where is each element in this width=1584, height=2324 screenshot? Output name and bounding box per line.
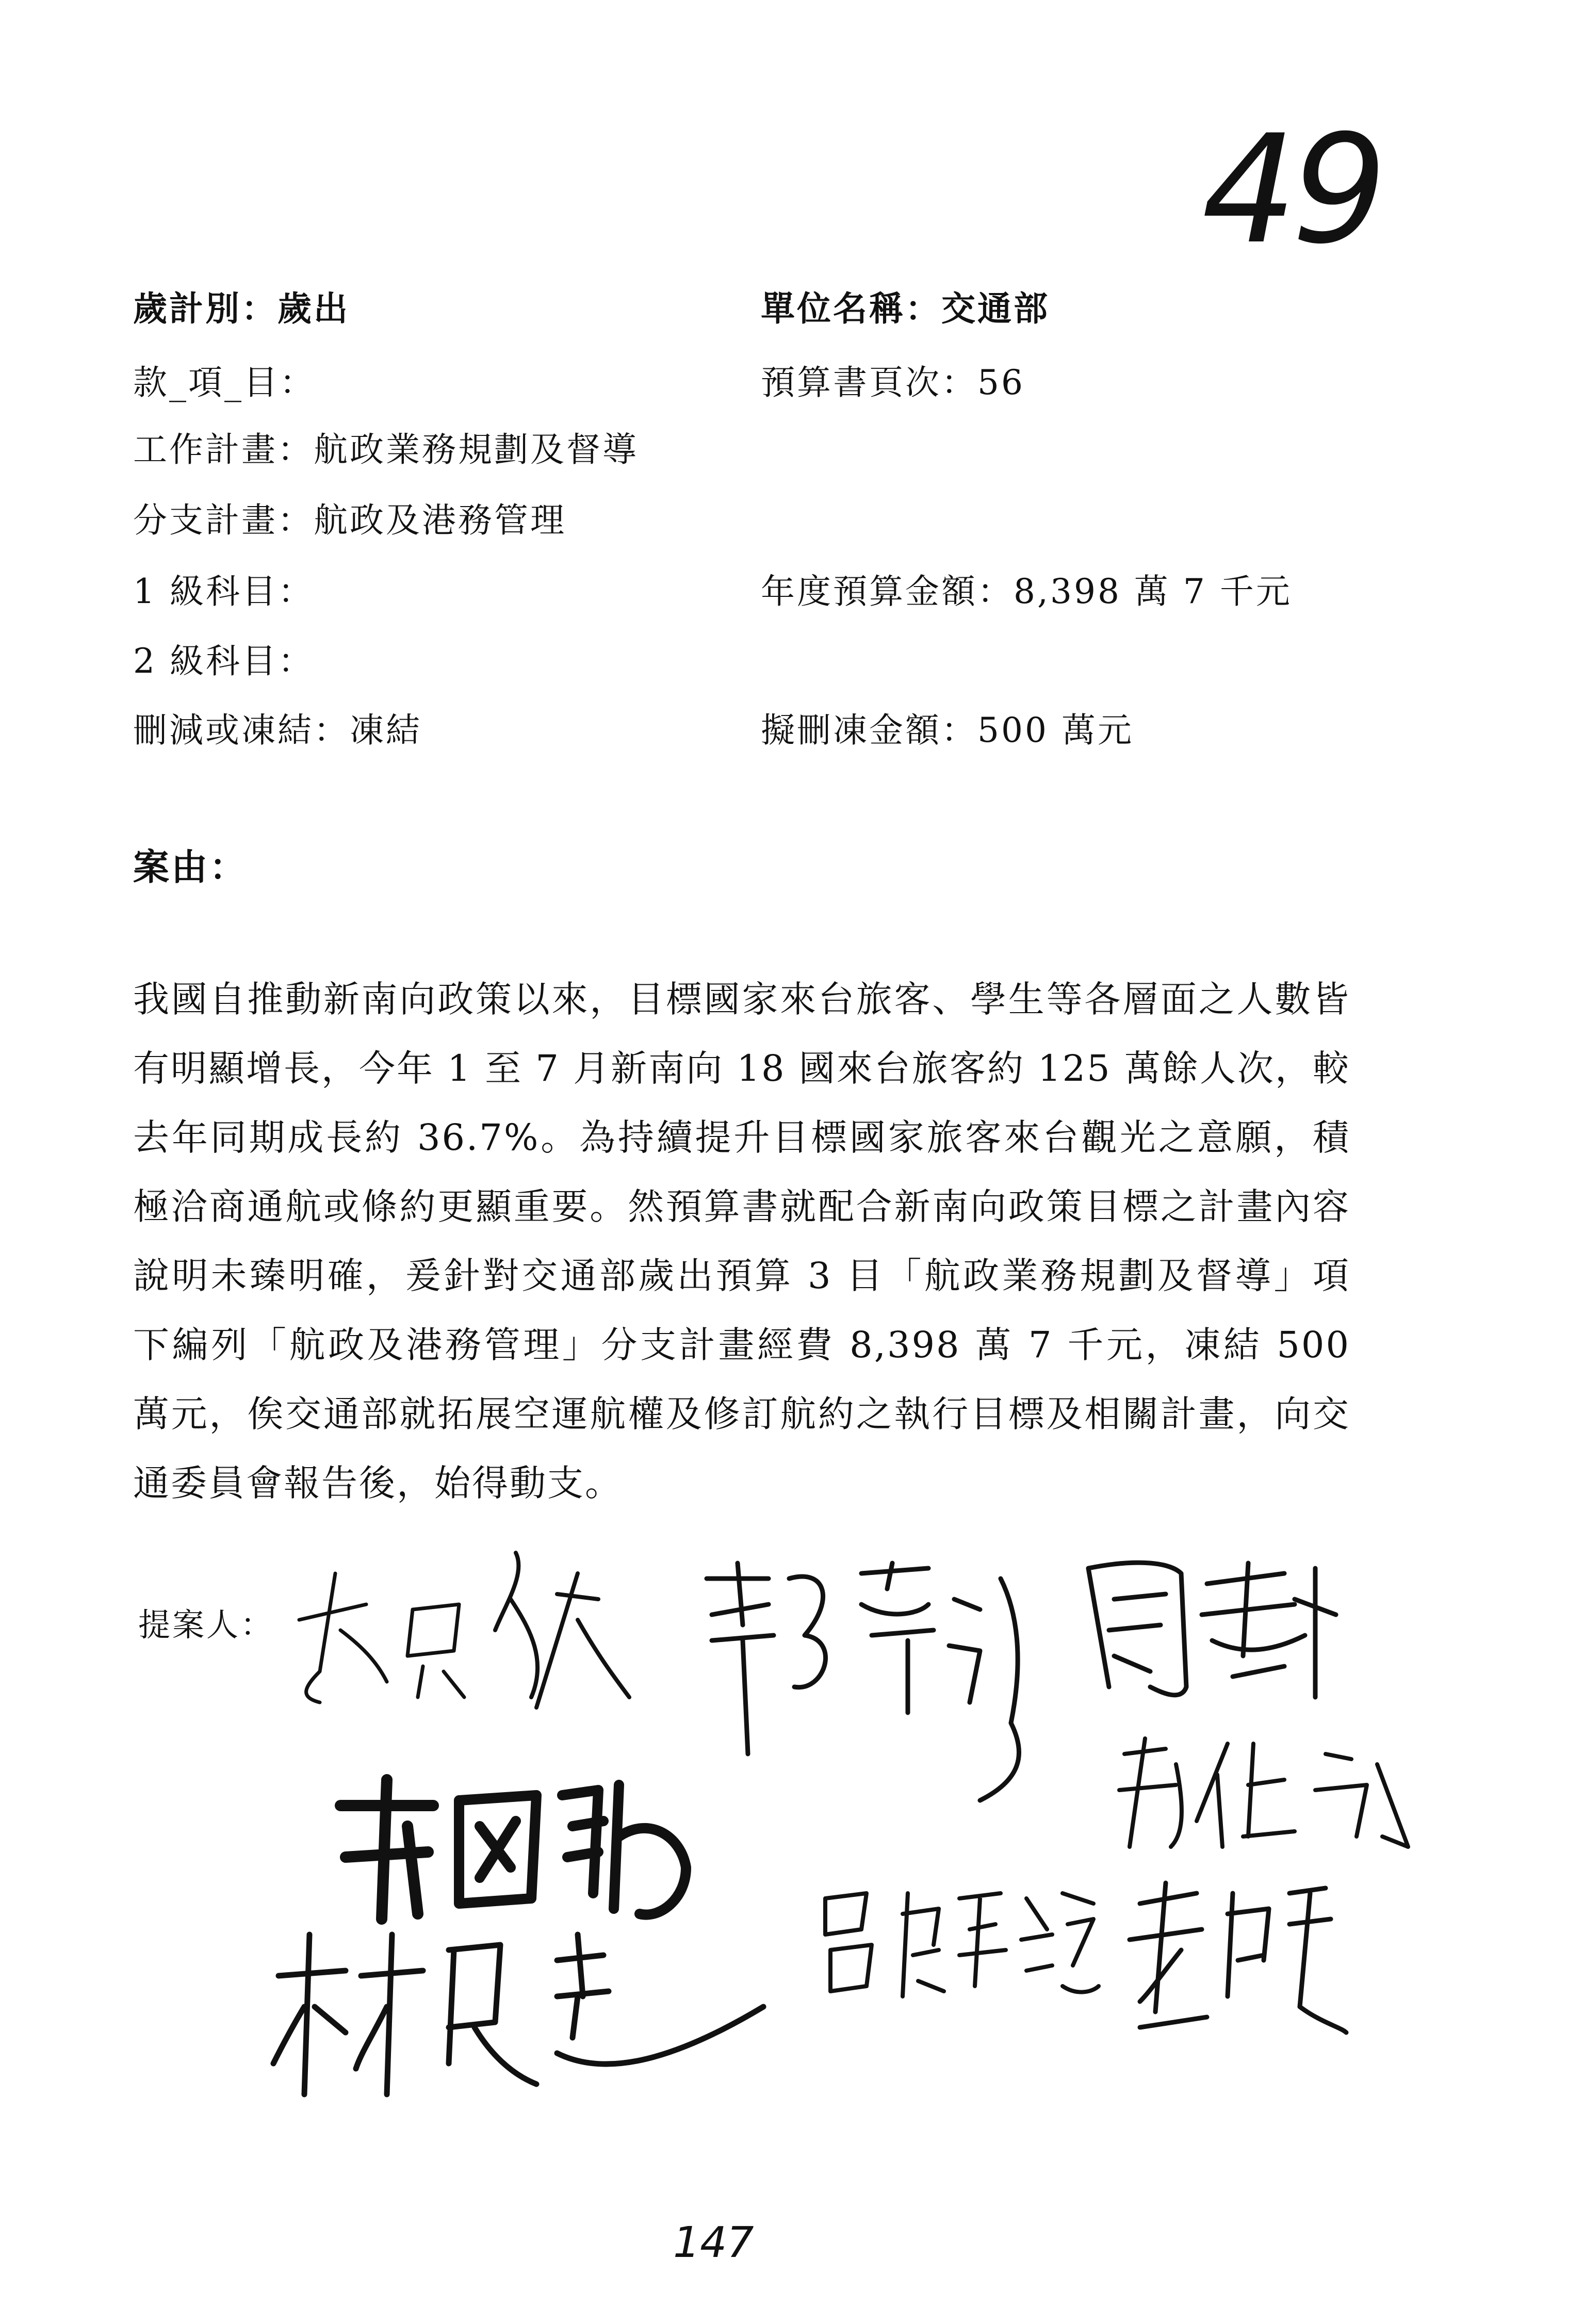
item-category: 款_項_目： bbox=[133, 363, 316, 402]
level1-subject: 1 級科目： bbox=[133, 572, 314, 611]
proposed-freeze-amount: 擬刪凍金額：500 萬元 bbox=[761, 710, 1134, 750]
signature-1 bbox=[289, 1542, 640, 1713]
annual-budget-amount: 年度預算金額：8,398 萬 7 千元 bbox=[761, 572, 1292, 611]
cut-or-freeze: 刪減或凍結：凍結 bbox=[133, 710, 422, 750]
fiscal-category: 歲計別：歲出 bbox=[133, 288, 350, 329]
unit-name: 單位名稱：交通部 bbox=[761, 288, 1050, 329]
signature-6 bbox=[268, 1919, 774, 2110]
budget-book-page: 預算書頁次：56 bbox=[761, 363, 1025, 402]
level2-subject: 2 級科目： bbox=[133, 641, 314, 681]
signature-2 bbox=[691, 1558, 1052, 1806]
branch-plan: 分支計畫：航政及港務管理 bbox=[133, 500, 566, 540]
reason-title: 案由： bbox=[133, 846, 248, 888]
signature-7 bbox=[815, 1883, 1104, 2007]
reason-paragraph: 我國自推動新南向政策以來，目標國家來台旅客、學生等各層面之人數皆有明顯增長，今年 1 至 7 月新南向 18 國來台旅客約 125 萬餘人次，較去年同期成長約 36.7%。為持續提升目標國家旅客來台觀光之意願，積極洽商通航或條約更顯重要。然預算書就配合新南向政策目標之計畫內容說明未臻明確，爰針對交通部歲出預算 3 目「航政業務規劃及督導」項下編列「航政及港務管理」分支計畫經費 8,398 萬 7 千元，凍結 500 萬元，俟交通部就拓展空運航權及修訂航約之執行目標及相關計畫，向交通委員會報告後，始得動支。 bbox=[133, 978, 1350, 1504]
signature-4 bbox=[330, 1764, 701, 1935]
footer-page-number: 147 bbox=[673, 2218, 754, 2267]
work-plan: 工作計畫：航政業務規劃及督導 bbox=[133, 430, 639, 469]
signature-5 bbox=[1109, 1733, 1418, 1857]
signature-8 bbox=[1119, 1873, 1357, 2043]
signature-3 bbox=[1078, 1553, 1346, 1708]
page-stamp: 49 bbox=[1202, 103, 1382, 277]
proposers-label: 提案人： bbox=[138, 1606, 275, 1644]
